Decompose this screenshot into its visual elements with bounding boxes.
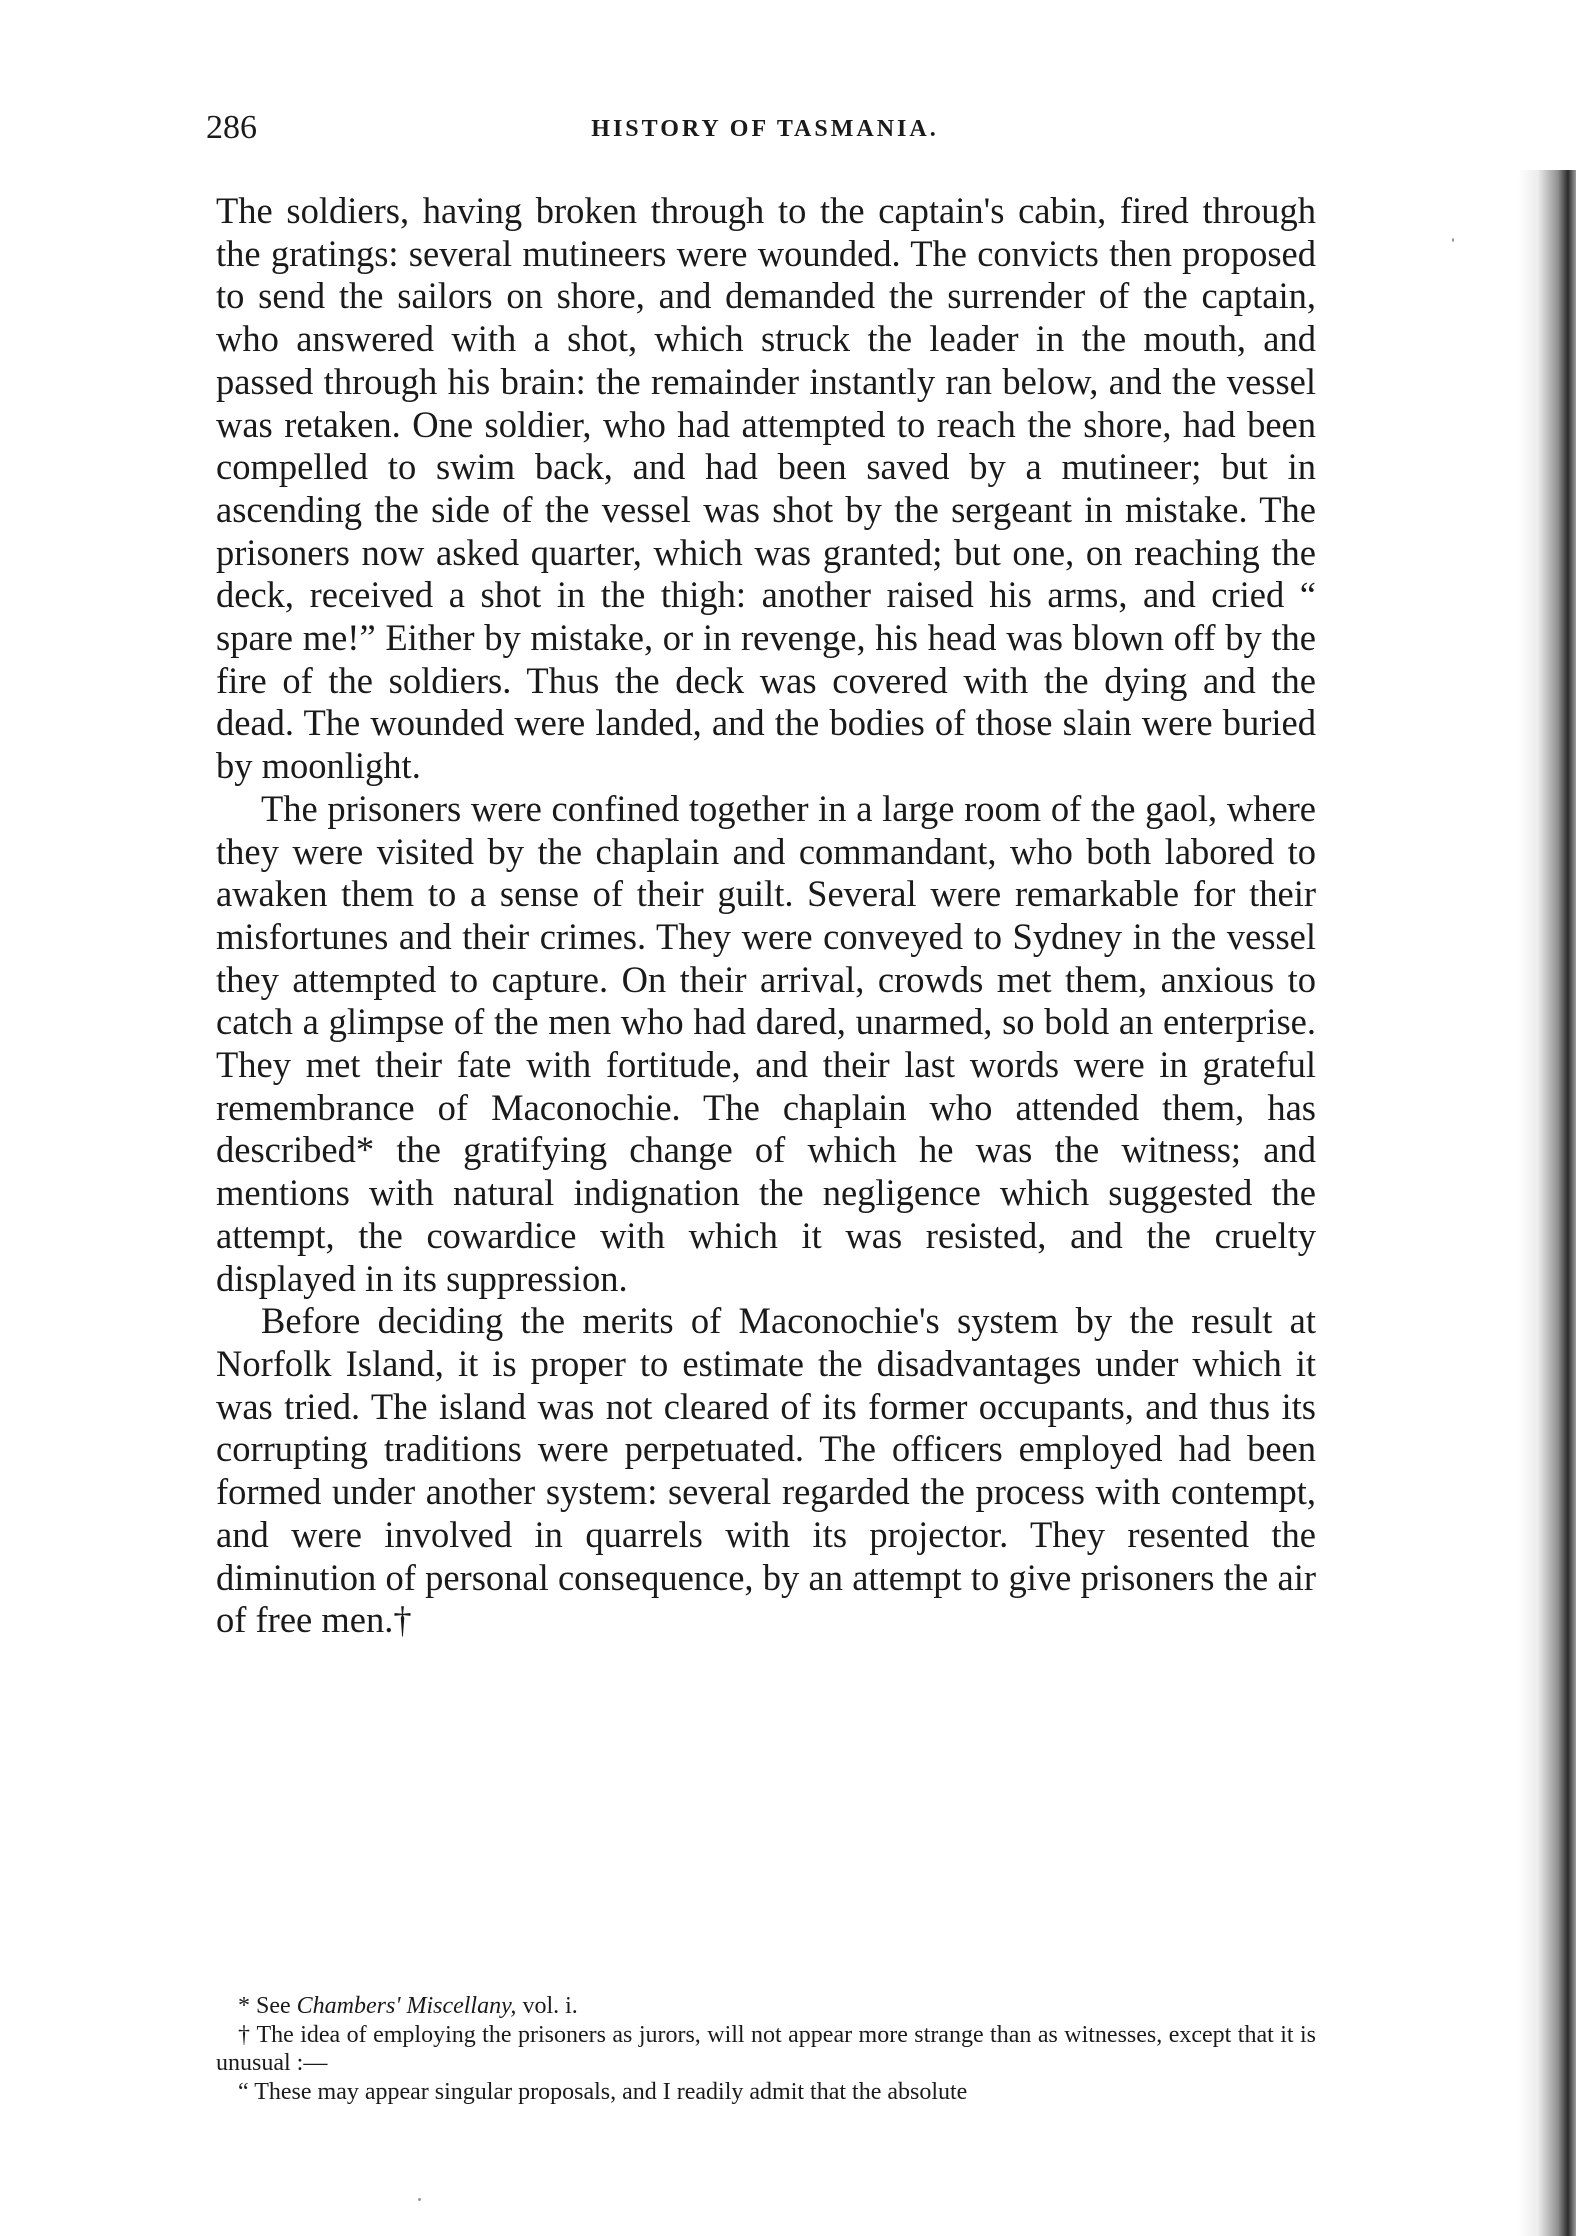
footnote-2: † The idea of employing the prisoners as jurors, will not appear more strange than as witnesses, except that it is unusual :— bbox=[216, 2021, 1316, 2076]
paper-speck bbox=[418, 2198, 421, 2201]
paragraph-3: Before deciding the merits of Maconochie's system by the result at Norfolk Island, it is proper to estimate the disadvantages under which it was tried. The island was not cleared of its former occupants, and thus its corrupting traditions were perpetuated. The officers employed had been formed under another system: several regarded the process with contempt, and were involved in quarrels with its projector. They resented the diminution of personal consequence, by an attempt to give prisoners the air of free men.† bbox=[216, 1300, 1316, 1641]
paragraph-1: The soldiers, having broken through to the captain's cabin, fired through the gratings: several mutineers were wounded. The convicts then proposed to send the sailors on shore, and demanded the surrender of the captain, who answered with a shot, which struck the leader in the mouth, and passed through his brain: the remainder instantly ran below, and the vessel was retaken. One soldier, who had attempted to reach the shore, had been compelled to swim back, and had been saved by a mutineer; but in ascending the side of the vessel was shot by the sergeant in mistake. The prisoners now asked quarter, which was granted; but one, on reaching the deck, received a shot in the thigh: another raised his arms, and cried “ spare me!” Either by mistake, or in revenge, his head was blown off by the fire of the soldiers. Thus the deck was covered with the dying and the dead. The wounded were landed, and the bodies of those slain were buried by moonlight. bbox=[216, 190, 1316, 787]
running-head bbox=[206, 108, 1324, 148]
running-title: HISTORY OF TASMANIA. bbox=[591, 116, 939, 142]
footnote-1-source: Chambers' Miscellany, bbox=[296, 1993, 517, 2019]
paper-speck bbox=[1452, 238, 1454, 242]
footnotes bbox=[216, 1992, 1316, 2106]
page-edge-shadow bbox=[1518, 170, 1576, 2236]
footnote-1-prefix: * See bbox=[238, 1993, 297, 2019]
page-number: 286 bbox=[206, 109, 257, 146]
paragraph-2: The prisoners were confined together in a large room of the gaol, where they were visited by the chaplain and commandant, who both labored to awaken them to a sense of their guilt. Several were remarkable for their misfortunes and their crimes. They were conveyed to Sydney in the vessel they attempted to capture. On their arrival, crowds met them, anxious to catch a glimpse of the men who had dared, unarmed, so bold an enterprise. They met their fate with fortitude, and their last words were in grateful remembrance of Maconochie. The chaplain who attended them, has described* the gratifying change of which he was the witness; and mentions with natural indignation the negligence which suggested the attempt, the cowardice with which it was resisted, and the cruelty displayed in its suppression. bbox=[216, 787, 1316, 1299]
footnote-2-quote: “ These may appear singular proposals, and I readily admit that the absolute bbox=[238, 2078, 968, 2105]
body-text bbox=[216, 190, 1316, 1642]
footnote-1-suffix: vol. i. bbox=[516, 1993, 578, 2019]
footnote-1 bbox=[216, 1992, 1316, 2021]
